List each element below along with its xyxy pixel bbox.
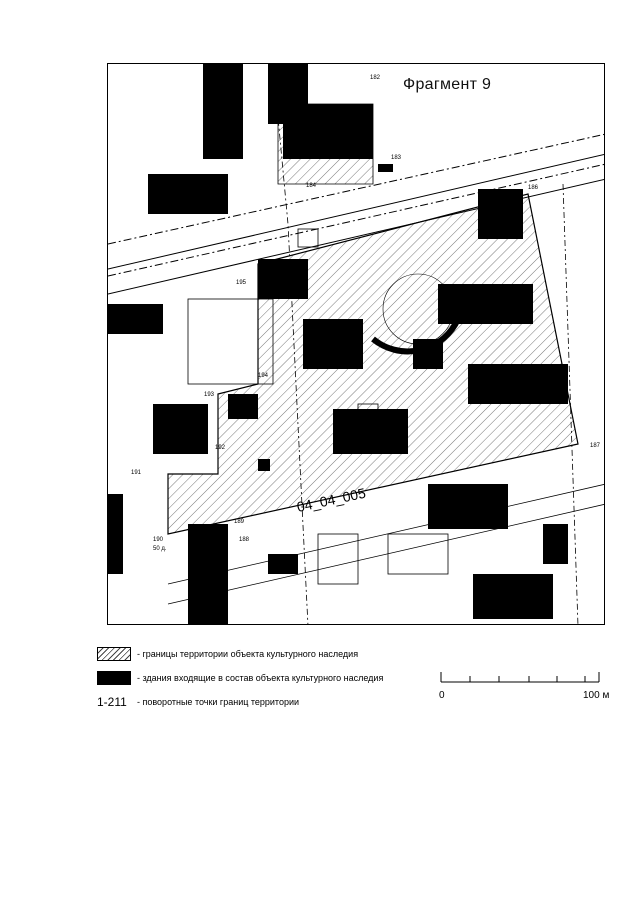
point-label-189: 189 xyxy=(234,519,245,525)
zone-code-label: 04_04_005 xyxy=(295,484,368,515)
point-label-191: 191 xyxy=(131,470,142,476)
building xyxy=(153,404,208,454)
legend-item-turning-points xyxy=(97,694,299,710)
scale-bar-graphic xyxy=(437,664,617,688)
point-label-190: 190 xyxy=(153,537,164,543)
building xyxy=(478,189,523,239)
building xyxy=(108,494,123,574)
building xyxy=(428,484,508,529)
building xyxy=(203,64,243,159)
point-label-195: 195 xyxy=(236,280,247,286)
building xyxy=(413,339,443,369)
map-frame[interactable] xyxy=(107,63,605,625)
building xyxy=(108,304,163,334)
building xyxy=(473,574,553,619)
point-label-186: 186 xyxy=(528,185,539,191)
building xyxy=(258,259,308,299)
building xyxy=(468,364,568,404)
point-label-193: 193 xyxy=(204,392,215,398)
building xyxy=(378,164,393,172)
building xyxy=(543,524,568,564)
building xyxy=(188,524,228,624)
site-plan-map xyxy=(108,64,605,625)
building xyxy=(228,394,258,419)
legend-text: - границы территории объекта культурного наследия xyxy=(137,649,359,659)
outline-building xyxy=(318,534,358,584)
legend-code: 1-211 xyxy=(97,695,127,709)
building xyxy=(438,284,533,324)
point-label-183: 183 xyxy=(391,155,402,161)
legend-item-heritage-buildings xyxy=(97,670,383,686)
fragment-title: Фрагмент 9 xyxy=(403,76,492,93)
small-label: 50 д. xyxy=(153,546,167,552)
building xyxy=(148,174,228,214)
solid-swatch-icon xyxy=(97,671,131,685)
hatch-swatch-icon xyxy=(97,647,131,661)
point-label-184: 184 xyxy=(306,183,317,189)
building xyxy=(333,409,408,454)
building xyxy=(268,64,308,124)
outline-building xyxy=(388,534,448,574)
legend-item-heritage-boundary xyxy=(97,646,358,662)
building xyxy=(303,319,363,369)
point-label-188: 188 xyxy=(239,537,250,543)
point-label-192: 192 xyxy=(215,445,226,451)
legend-text: - поворотные точки границ территории xyxy=(137,697,300,707)
scale-end-label: 100 м xyxy=(583,690,610,701)
point-label-187: 187 xyxy=(590,443,601,449)
point-label-194: 194 xyxy=(258,373,269,379)
scale-start-label: 0 xyxy=(439,690,445,701)
outline-building xyxy=(298,229,318,247)
building xyxy=(268,554,298,574)
building xyxy=(258,459,270,471)
point-label-182: 182 xyxy=(370,75,381,81)
legend-text: - здания входящие в состав объекта культурного наследия xyxy=(137,673,384,683)
scale-bar xyxy=(437,664,617,704)
